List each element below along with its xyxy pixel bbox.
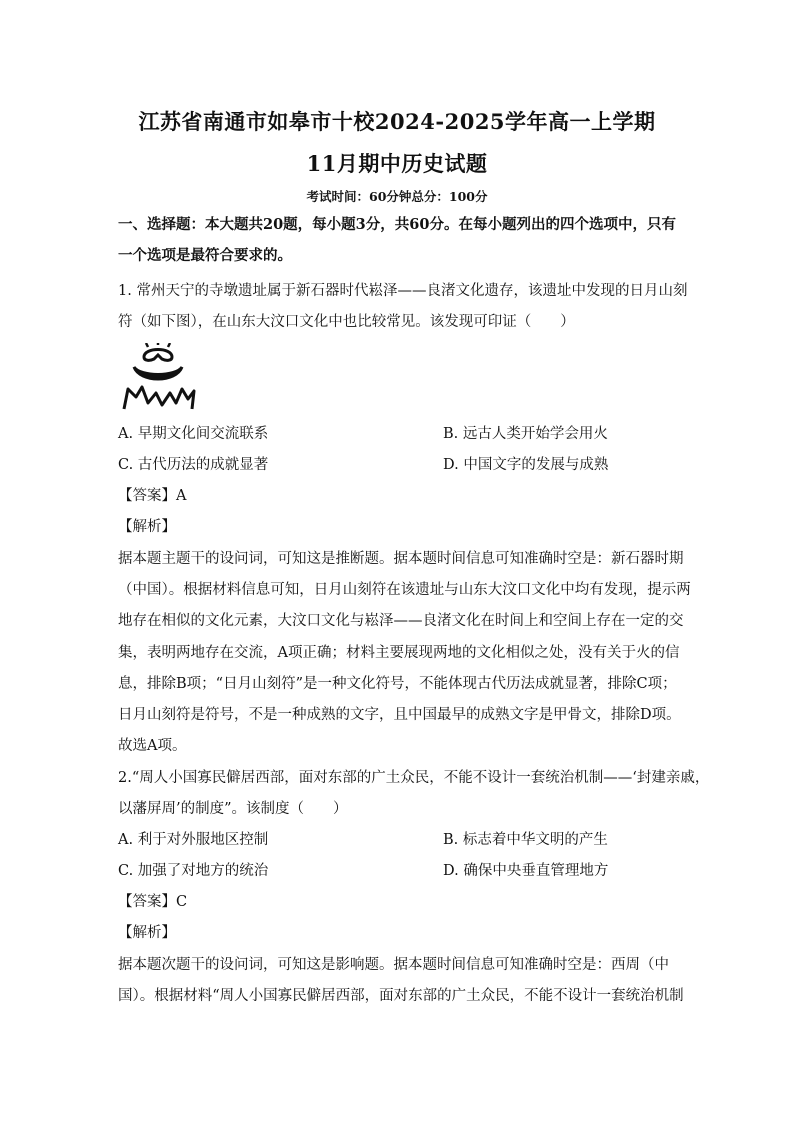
q2-analysis-line: 据本题次题干的设问词，可知这是影响题。据本题时间信息可知准确时空是：西周（中	[118, 957, 669, 973]
q2-answer: 【答案】C	[118, 894, 188, 910]
q1-option-a: A. 早期文化间交流联系	[118, 426, 269, 442]
q1-analysis-line: 日月山刻符是符号，不是一种成熟的文字，且中国最早的成熟文字是甲骨文，排除D项。	[118, 707, 681, 723]
q1-stem-line-2: 符（如下图），在山东大汶口文化中也比较常见。该发现可印证（ ）	[118, 314, 575, 330]
section-heading-line-1: 一、选择题：本大题共20题，每小题3分，共60分。在每小题列出的四个选项中，只有	[118, 216, 676, 233]
q1-analysis-line: 故选A项。	[118, 738, 187, 754]
q1-option-d: D. 中国文字的发展与成熟	[443, 457, 609, 473]
document-title-line-1: 江苏省南通市如皋市十校2024-2025学年高一上学期	[138, 109, 656, 134]
q1-stem-line-1: 1. 常州天宁的寺墩遗址属于新石器时代崧泽——良渚文化遗存，该遗址中发现的日月山刻	[118, 283, 688, 299]
q1-analysis-line: （中国）。根据材料信息可知，日月山刻符在该遗址与山东大汶口文化中均有发现，提示两	[118, 582, 691, 598]
q1-analysis-line: 集，表明两地存在交流，A项正确；材料主要展现两地的文化相似之处，没有关于火的信	[118, 645, 680, 661]
q1-analysis-line: 地存在相似的文化元素，大汶口文化与崧泽——良渚文化在时间上和空间上存在一定的交	[118, 613, 684, 629]
section-heading-line-2: 一个选项是最符合要求的。	[118, 247, 292, 264]
q2-analysis-label: 【解析】	[118, 925, 176, 941]
q2-option-d: D. 确保中央垂直管理地方	[443, 863, 609, 879]
q1-analysis-line: 据本题主题干的设问词，可知这是推断题。据本题时间信息可知准确时空是：新石器时期	[118, 551, 684, 567]
q2-option-c: C. 加强了对地方的统治	[118, 863, 269, 879]
q1-analysis-label: 【解析】	[118, 519, 176, 535]
q1-answer: 【答案】A	[118, 488, 187, 504]
sun-moon-mountain-pictograph-icon	[118, 343, 198, 415]
q1-analysis-line: 息，排除B项；“日月山刻符”是一种文化符号，不能体现古代历法成就显著，排除C项；	[118, 676, 677, 692]
document-title-line-2: 11月期中历史试题	[306, 151, 488, 176]
q2-stem-line-2: 以藩屏周’的制度”。该制度（ ）	[118, 801, 348, 817]
q2-stem-line-1: 2.“周人小国寡民僻居西部，面对东部的广土众民，不能不设计一套统治机制——‘封建亲戚，	[118, 770, 710, 786]
exam-meta: 考试时间：60分钟总分：100分	[306, 189, 488, 204]
q2-option-a: A. 利于对外服地区控制	[118, 832, 269, 848]
q2-analysis-line: 国）。根据材料“周人小国寡民僻居西部，面对东部的广土众民，不能不设计一套统治机制	[118, 988, 684, 1004]
q2-option-b: B. 标志着中华文明的产生	[443, 832, 608, 848]
q1-option-b: B. 远古人类开始学会用火	[443, 426, 608, 442]
q1-option-c: C. 古代历法的成就显著	[118, 457, 269, 473]
